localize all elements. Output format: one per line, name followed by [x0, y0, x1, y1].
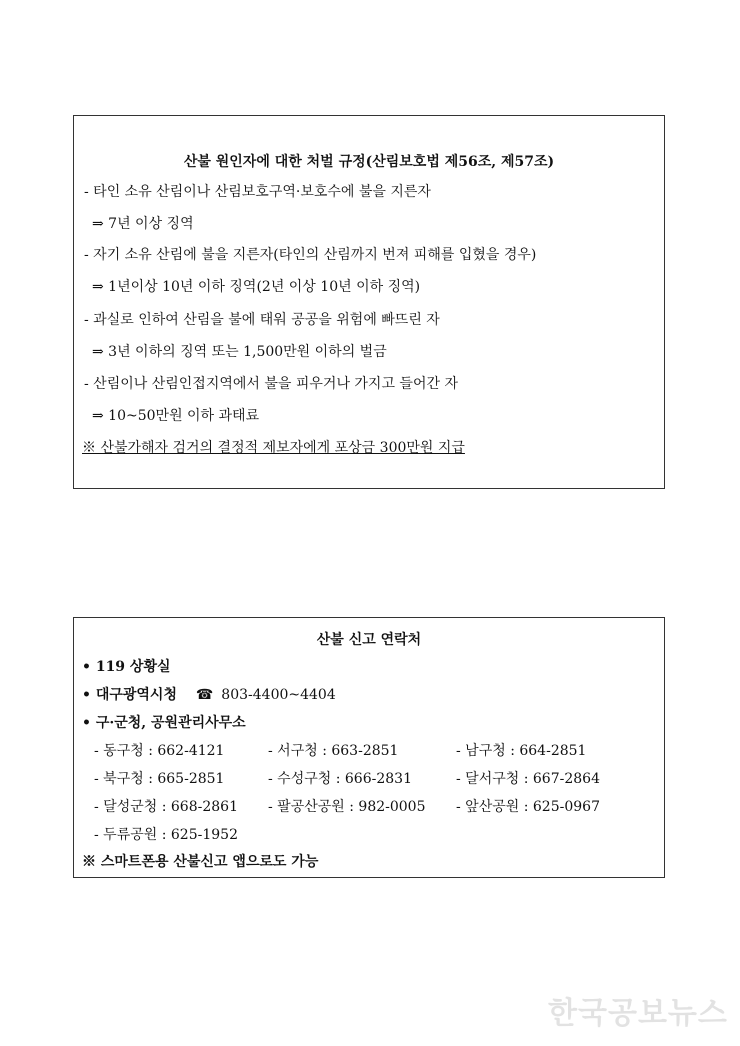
- city-hall-label: • 대구광역시청: [82, 687, 177, 703]
- office-contact: - 앞산공원 : 625-0967: [456, 799, 600, 815]
- city-hall-phone-number: 803-4400~4404: [221, 687, 336, 703]
- office-contact: - 달서구청 : 667-2864: [456, 771, 600, 787]
- penalty-sentence: ⇒ 10~50만원 이하 과태료: [92, 408, 260, 424]
- penalty-sentence: ⇒ 1년이상 10년 이하 징역(2년 이상 10년 이하 징역): [92, 279, 421, 295]
- office-contact: - 서구청 : 663-2851: [268, 743, 399, 759]
- penalty-sentence: ⇒ 7년 이상 징역: [92, 216, 194, 232]
- reward-note: ※ 산불가해자 검거의 결정적 제보자에게 포상금 300만원 지급: [82, 440, 465, 456]
- office-contact: - 북구청 : 665-2851: [94, 771, 225, 787]
- penalty-sentence: ⇒ 3년 이하의 징역 또는 1,500만원 이하의 벌금: [92, 344, 387, 360]
- penalty-title: 산불 원인자에 대한 처벌 규정(산림보호법 제56조, 제57조): [183, 154, 555, 170]
- office-contact: - 수성구청 : 666-2831: [268, 771, 412, 787]
- office-contact: - 달성군청 : 668-2861: [94, 799, 238, 815]
- office-contact: - 팔공산공원 : 982-0005: [268, 799, 426, 815]
- penalty-item: - 과실로 인하여 산림을 불에 태워 공공을 위험에 빠뜨린 자: [84, 312, 440, 328]
- telephone-icon: ☎: [195, 687, 214, 703]
- section-district-offices: • 구·군청, 공원관리사무소: [82, 715, 246, 731]
- contacts-title: 산불 신고 연락처: [316, 632, 422, 648]
- penalty-item: - 타인 소유 산림이나 산림보호구역·보호수에 불을 지른자: [84, 184, 431, 200]
- smartphone-app-note: ※ 스마트폰용 산불신고 앱으로도 가능: [82, 854, 319, 870]
- office-contact: - 두류공원 : 625-1952: [94, 827, 238, 843]
- office-contact: - 남구청 : 664-2851: [456, 743, 587, 759]
- fire-report-contacts-box: [73, 617, 665, 878]
- penalty-item: - 자기 소유 산림에 불을 지른자(타인의 산림까지 번져 피해를 입혔을 경우): [84, 247, 537, 263]
- city-hall-phone: [196, 687, 336, 703]
- office-contact: - 동구청 : 662-4121: [94, 743, 225, 759]
- penalty-regulation-box: [73, 115, 665, 489]
- penalty-item: - 산림이나 산림인접지역에서 불을 피우거나 가지고 들어간 자: [84, 376, 458, 392]
- section-119: • 119 상황실: [82, 659, 171, 675]
- watermark: 한국공보뉴스: [548, 996, 728, 1031]
- section-city-hall: [82, 684, 336, 704]
